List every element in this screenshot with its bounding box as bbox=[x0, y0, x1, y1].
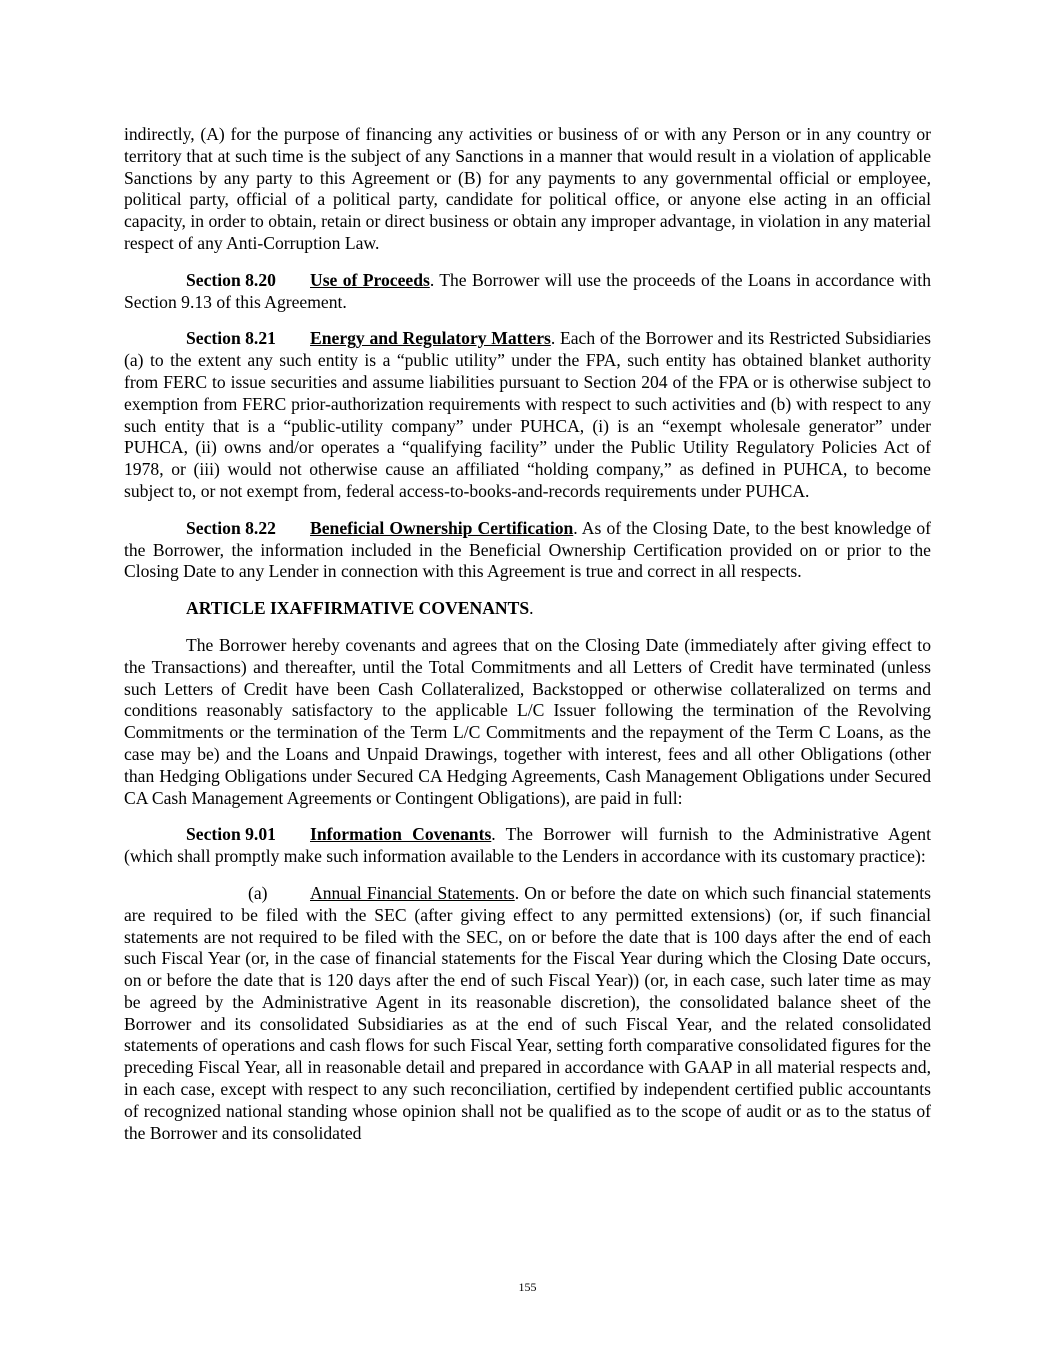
section-body: . Each of the Borrower and its Restricted Subsidiaries (a) to the extent any such entity is a “public utility” under the FPA, such entity has obtained blanket authority from FERC to issue securities and assume liabilities pursuant to Section 204 of the FPA or is otherwise subject to exemption from FERC prior-authorization requirements with respect to such activities and (b) with respect to any such entity that is a “public-utility company” under PUHCA, (i) is an “exempt wholesale generator” under PUHCA, (ii) owns and/or operates a “qualifying facility” under the Public Utility Regulatory Policies Act of 1978, or (iii) would not otherwise cause an affiliated “holding company,” as defined in PUHCA, to become subject to, or not exempt from, federal access-to-books-and-records requirements under PUHCA. bbox=[124, 328, 932, 501]
section-body: . The Borrower will use the proceeds of the Loans in accordance with Section 9.13 of this Agreement. bbox=[124, 269, 931, 312]
paragraph-continuation: indirectly, (A) for the purpose of financing any activities or business of or with any Person or in any country or territory that at such time is the subject of any Sanctions in a manner that would result in a violation of applicable Sanctions by any party to this Agreement or (B) for any payments to any governmental official or employee, political party, official of a political party, candidate for political office, or anyone else acting in an official capacity, in order to obtain, retain or direct business or obtain any improper advantage, in violation in any material respect of any Anti-Corruption Law. bbox=[124, 124, 931, 253]
section-title: Beneficial Ownership Certification bbox=[310, 517, 574, 538]
document-body bbox=[124, 124, 931, 1159]
subsection-a bbox=[124, 883, 931, 1145]
section-number: Section 8.22 bbox=[186, 517, 276, 538]
section-number: Section 8.20 bbox=[186, 269, 276, 290]
section-body: . As of the Closing Date, to the best knowledge of the Borrower, the information included in the Beneficial Ownership Certification provided on or prior to the Closing Date to any Lender in connection with this Agreement is true and correct in all respects. bbox=[124, 517, 932, 582]
section-number: Section 8.21 bbox=[186, 328, 276, 349]
article-heading bbox=[124, 598, 931, 620]
section-8-22 bbox=[124, 518, 931, 583]
section-number: Section 9.01 bbox=[186, 824, 276, 845]
article-suffix: . bbox=[529, 598, 534, 619]
section-9-01 bbox=[124, 824, 931, 868]
section-title: Information Covenants bbox=[310, 824, 492, 845]
section-8-20 bbox=[124, 270, 931, 314]
section-body: . The Borrower will furnish to the Administrative Agent (which shall promptly make such information available to the Lenders in accordance with its customary practice): bbox=[124, 824, 931, 867]
subsection-body: . On or before the date on which such financial statements are required to be filed with the SEC (after giving effect to any permitted extensions) (or, if such financial statements are not required to be filed with the SEC, on or before the date that is 100 days after the end of each such Fiscal Year (or, in the case of financial statements for the Fiscal Year during which the Closing Date occurs, on or before the date that is 120 days after the end of such Fiscal Year)) (or, in each case, such later time as may be agreed by the Administrative Agent in its reasonable discretion), the consolidated balance sheet of the Borrower and its consolidated Subsidiaries as at the end of such Fiscal Year, and the related consolidated statements of operations and cash flows for such Fiscal Year, setting forth comparative consolidated figures for the preceding Fiscal Year, all in reasonable detail and prepared in accordance with GAAP in all material respects and, in each case, except with respect to any such reconciliation, certified by independent certified public accountants of recognized national standing whose opinion shall not be qualified as to the scope of audit or as to the status of the Borrower and its consolidated bbox=[124, 882, 931, 1143]
covenant-preamble: The Borrower hereby covenants and agrees that on the Closing Date (immediately after giving effect to the Transactions) and thereafter, until the Total Commitments and all Letters of Credit have terminated (unless such Letters of Credit have been Cash Collateralized, Backstopped or otherwise collateralized on terms and conditions reasonably satisfactory to the applicable L/C Issuer following the termination of the Revolving Commitments or the termination of the Term L/C Commitments and the repayment of the Term C Loans, as the case may be) and the Loans and Unpaid Drawings, together with interest, fees and all other Obligations (other than Hedging Obligations under Secured CA Hedging Agreements, Cash Management Obligations under Secured CA Cash Management Agreements or Contingent Obligations), are paid in full: bbox=[124, 634, 931, 808]
section-title: Energy and Regulatory Matters bbox=[310, 328, 551, 349]
subsection-number: (a) bbox=[248, 882, 268, 903]
section-8-21 bbox=[124, 328, 931, 502]
section-title: Use of Proceeds bbox=[310, 269, 430, 290]
article-title: ARTICLE IXAFFIRMATIVE COVENANTS bbox=[186, 598, 530, 619]
page-number: 155 bbox=[518, 1280, 537, 1294]
subsection-title: Annual Financial Statements bbox=[310, 882, 515, 903]
